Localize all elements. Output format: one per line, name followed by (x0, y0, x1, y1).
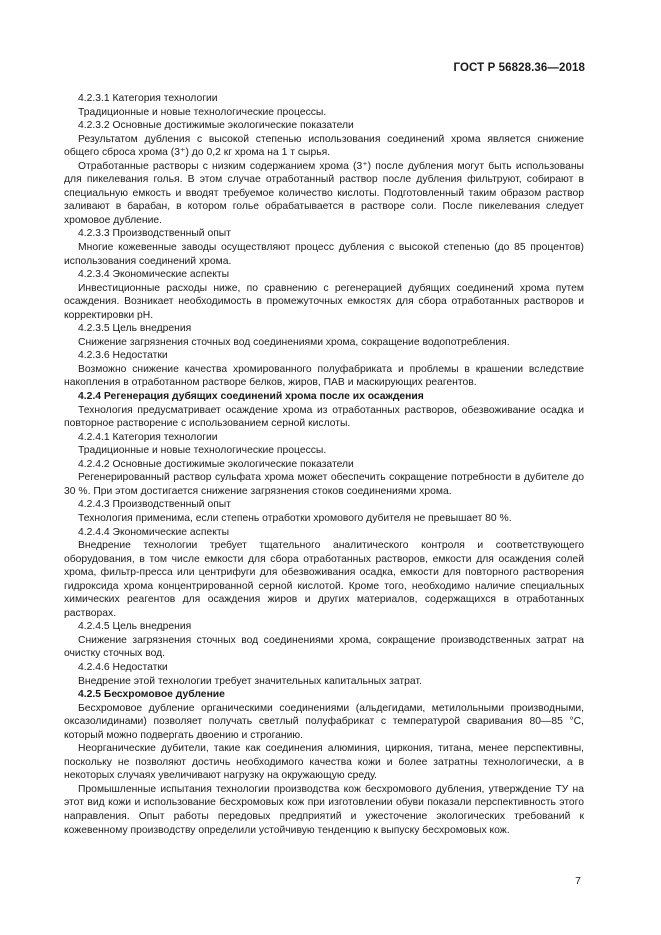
paragraph: Регенерированный раствор сульфата хрома может обеспечить сокращение потребности в дубителе до 30 %. При этом достигается снижение загрязнения стоков соединениями хрома. (64, 472, 584, 497)
paragraph: Инвестиционные расходы ниже, по сравнению с регенерацией дубящих соединений хрома путем осаждения. Возникает необходимость в промежуточных емкостях для сбора отработанных растворов и корректировки pH. (64, 282, 584, 321)
section-heading: 4.2.4.1 Категория технологии (78, 431, 218, 443)
section-heading: 4.2.5 Бесхромовое дубление (78, 689, 225, 701)
paragraph: Технология применима, если степень отработки хромового дубителя не превышает 80 %. (78, 512, 512, 524)
section-heading: 4.2.3.6 Недостатки (78, 350, 168, 362)
page-number: 7 (575, 875, 581, 887)
section-heading: 4.2.3.5 Цель внедрения (78, 323, 192, 335)
paragraph: Традиционные и новые технологические процессы. (78, 106, 327, 118)
paragraph: Традиционные и новые технологические процессы. (78, 445, 327, 457)
paragraph: Бесхромовое дубление органическими соединениями (альдегидами, метилольными производными, оксазолидинами) позволяет получать светлый полуфабрикат с температурой сваривания 80—85 °С, который можно подвергать двоению и строганию. (64, 702, 584, 741)
paragraph: Внедрение технологии требует тщательного аналитического контроля и соответствующего оборудования, в том числе емкости для сбора отработанных растворов, емкости для осаждения солей хрома, фильтр-пресса или центрифуги для обезвоживания осадка, емкости для повторного растворения гидроксида хрома концентрированной серной кислотой. Кроме того, необходимо наличие специальных химических реагентов для осаждения жиров и других материалов, содержащихся в отработанных растворах. (64, 540, 584, 619)
paragraph: Технология предусматривает осаждение хрома из отработанных растворов, обезвоживание осадка и повторное растворение с использованием серной кислоты. (64, 404, 584, 430)
paragraph: Промышленные испытания технологии производства кож бесхромового дубления, утверждение ТУ на этот вид кожи и использование бесхромовых кож при изготовлении обуви показали перспективность этого направления. Опыт работы передовых предприятий и ужесточение экологических требований к кожевенному производству определили устойчивую тенденцию к выпуску бесхромовых кож. (64, 783, 584, 836)
section-heading: 4.2.4.2 Основные достижимые экологические показатели (78, 458, 354, 470)
paragraph: Неорганические дубители, такие как соединения алюминия, циркония, титана, менее перспективны, поскольку не позволяют достичь необходимого качества кожи и более затратны технологически, а в некоторых случаях увеличивают нагрузку на окружающую среду. (64, 743, 584, 782)
section-heading: 4.2.4 Регенерация дубящих соединений хрома после их осаждения (78, 391, 424, 403)
section-heading: 4.2.4.5 Цель внедрения (78, 621, 192, 633)
section-heading: 4.2.4.6 Недостатки (78, 661, 168, 673)
paragraph: Многие кожевенные заводы осуществляют процесс дубления с высокой степенью (до 85 процентов) использования соединений хрома. (64, 242, 584, 267)
section-heading: 4.2.4.3 Производственный опыт (78, 499, 231, 511)
paragraph: Внедрение этой технологии требует значительных капитальных затрат. (78, 675, 422, 687)
paragraph: Отработанные растворы с низким содержанием хрома (3⁺) после дубления могут быть использованы для пикелевания голья. В этом случае отработанный раствор после дубления фильтруют, собирают в специальную емкость и вводят требуемое количество кислоты. Подготовленный таким образом раствор заливают в барабан, в котором голье обрабатывается в растворе соли. После пикелевания следует хромовое дубление. (64, 160, 584, 226)
document-id-header: ГОСТ Р 56828.36—2018 (453, 62, 585, 74)
paragraph: Снижение загрязнения сточных вод соединениями хрома, сокращение водопотребления. (78, 336, 510, 348)
document-body (64, 92, 584, 837)
section-heading: 4.2.3.4 Экономические аспекты (78, 269, 230, 281)
paragraph: Возможно снижение качества хромированного полуфабриката и проблемы в крашении вследствие накопления в отработанном растворе белков, жиров, ПАВ и маскирующих реагентов. (64, 363, 584, 389)
section-heading: 4.2.3.3 Производственный опыт (78, 228, 231, 240)
section-heading: 4.2.4.4 Экономические аспекты (78, 526, 230, 538)
section-heading: 4.2.3.2 Основные достижимые экологические показатели (78, 120, 354, 132)
section-heading: 4.2.3.1 Категория технологии (78, 93, 218, 104)
paragraph: Снижение загрязнения сточных вод соединениями хрома, сокращение производственных затрат на очистку сточных вод. (64, 634, 584, 660)
paragraph: Результатом дубления с высокой степенью использования соединений хрома является снижение общего сброса хрома (3⁺) до 0,2 кг хрома на 1 т сырья. (64, 133, 584, 159)
